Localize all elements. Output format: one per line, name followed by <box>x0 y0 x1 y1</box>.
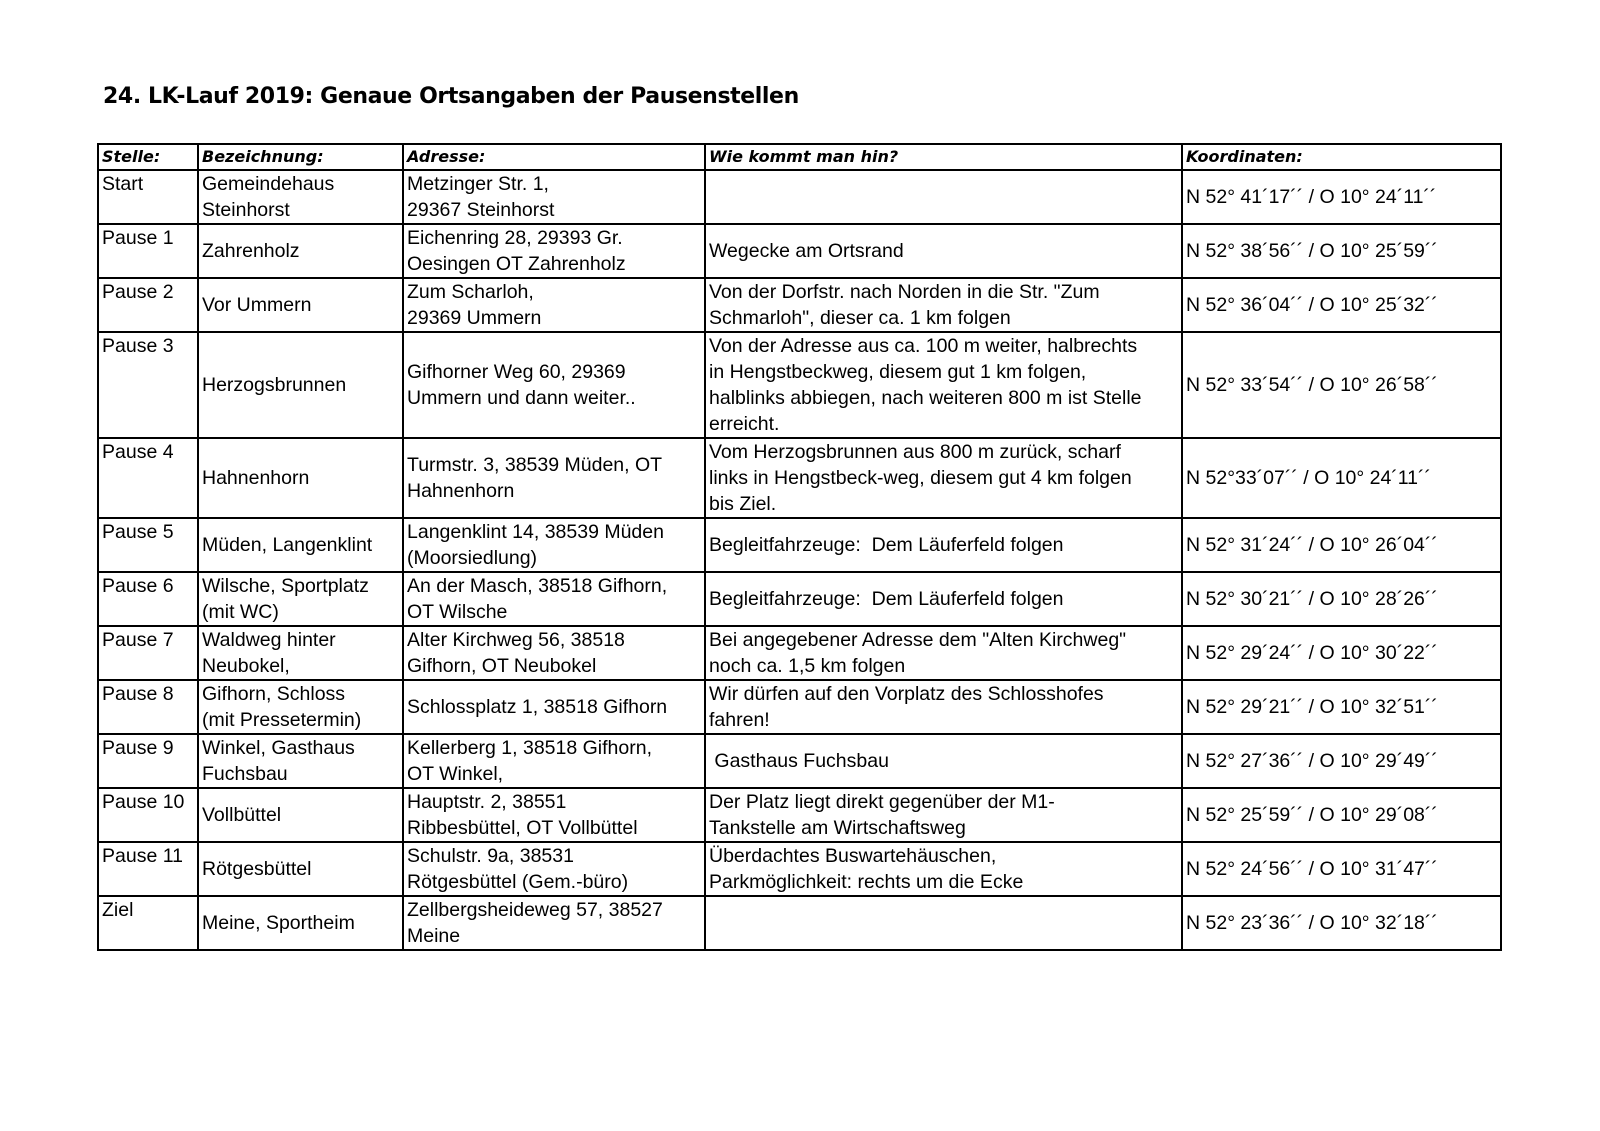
cell-bezeichnung <box>198 572 403 626</box>
cell-adresse-line: Gifhorn, OT Neubokel <box>407 655 597 677</box>
cell-bezeichnung <box>198 896 403 950</box>
cell-adresse <box>403 332 705 438</box>
cell-bezeichnung-line: Hahnenhorn <box>202 467 310 489</box>
cell-koordinaten: N 52°33´07´´ / O 10° 24´11´´ <box>1182 438 1501 518</box>
pause-locations-table <box>97 143 1502 951</box>
cell-wie-kommt-man-hin <box>705 332 1182 438</box>
cell-bezeichnung-line: Vor Ummern <box>202 294 312 316</box>
cell-wie-kommt-man-hin-line: Von der Dorfstr. nach Norden in die Str. "Zum <box>709 281 1100 303</box>
cell-adresse <box>403 842 705 896</box>
cell-wie-kommt-man-hin <box>705 278 1182 332</box>
cell-adresse <box>403 788 705 842</box>
cell-adresse-line: 29369 Ummern <box>407 307 542 329</box>
cell-adresse <box>403 518 705 572</box>
cell-koordinaten: N 52° 25´59´´ / O 10° 29´08´´ <box>1182 788 1501 842</box>
cell-wie-kommt-man-hin-line: erreicht. <box>709 413 780 435</box>
cell-bezeichnung <box>198 788 403 842</box>
cell-bezeichnung-line: Zahrenholz <box>202 240 300 262</box>
cell-bezeichnung <box>198 332 403 438</box>
cell-bezeichnung-line: Wilsche, Sportplatz <box>202 575 369 597</box>
cell-koordinaten: N 52° 29´21´´ / O 10° 32´51´´ <box>1182 680 1501 734</box>
cell-bezeichnung <box>198 278 403 332</box>
cell-bezeichnung <box>198 680 403 734</box>
table-row <box>98 572 1501 626</box>
cell-stelle: Pause 2 <box>98 278 198 332</box>
cell-adresse <box>403 572 705 626</box>
table-body <box>98 170 1501 950</box>
cell-bezeichnung <box>198 438 403 518</box>
cell-adresse-line: Metzinger Str. 1, <box>407 173 549 195</box>
header-stelle: Stelle: <box>98 144 198 170</box>
header-wie-kommt-man-hin: Wie kommt man hin? <box>705 144 1182 170</box>
cell-wie-kommt-man-hin <box>705 680 1182 734</box>
table-row <box>98 278 1501 332</box>
cell-wie-kommt-man-hin <box>705 572 1182 626</box>
cell-stelle: Pause 8 <box>98 680 198 734</box>
cell-bezeichnung-line: Rötgesbüttel <box>202 858 312 880</box>
cell-bezeichnung-line: Meine, Sportheim <box>202 912 355 934</box>
cell-adresse-line: Eichenring 28, 29393 Gr. <box>407 227 623 249</box>
cell-stelle: Pause 4 <box>98 438 198 518</box>
cell-adresse <box>403 438 705 518</box>
cell-adresse-line: Hauptstr. 2, 38551 <box>407 791 567 813</box>
cell-adresse-line: Hahnenhorn <box>407 480 515 502</box>
cell-koordinaten: N 52° 29´24´´ / O 10° 30´22´´ <box>1182 626 1501 680</box>
cell-bezeichnung-line: Fuchsbau <box>202 763 288 785</box>
cell-adresse <box>403 224 705 278</box>
cell-adresse-line: 29367 Steinhorst <box>407 199 555 221</box>
cell-wie-kommt-man-hin-line: Schmarloh", dieser ca. 1 km folgen <box>709 307 1011 329</box>
cell-adresse-line: Rötgesbüttel (Gem.-büro) <box>407 871 629 893</box>
cell-koordinaten: N 52° 30´21´´ / O 10° 28´26´´ <box>1182 572 1501 626</box>
cell-adresse-line: OT Wilsche <box>407 601 508 623</box>
cell-koordinaten: N 52° 24´56´´ / O 10° 31´47´´ <box>1182 842 1501 896</box>
cell-adresse-line: OT Winkel, <box>407 763 504 785</box>
cell-bezeichnung-line: (mit WC) <box>202 601 279 623</box>
cell-adresse <box>403 626 705 680</box>
cell-wie-kommt-man-hin-line: Überdachtes Buswartehäuschen, <box>709 845 997 867</box>
cell-bezeichnung <box>198 842 403 896</box>
cell-bezeichnung <box>198 518 403 572</box>
cell-adresse-line: Oesingen OT Zahrenholz <box>407 253 626 275</box>
cell-wie-kommt-man-hin-line: Tankstelle am Wirtschaftsweg <box>709 817 966 839</box>
cell-wie-kommt-man-hin-line: bis Ziel. <box>709 493 777 515</box>
table-row <box>98 842 1501 896</box>
cell-stelle: Pause 6 <box>98 572 198 626</box>
cell-wie-kommt-man-hin <box>705 438 1182 518</box>
cell-stelle: Pause 3 <box>98 332 198 438</box>
cell-bezeichnung <box>198 224 403 278</box>
cell-wie-kommt-man-hin-line: noch ca. 1,5 km folgen <box>709 655 906 677</box>
table-row <box>98 896 1501 950</box>
cell-wie-kommt-man-hin-line: Von der Adresse aus ca. 100 m weiter, halbrechts <box>709 335 1138 357</box>
cell-wie-kommt-man-hin <box>705 170 1182 224</box>
table-row <box>98 170 1501 224</box>
cell-koordinaten: N 52° 38´56´´ / O 10° 25´59´´ <box>1182 224 1501 278</box>
cell-wie-kommt-man-hin-line: in Hengstbeckweg, diesem gut 1 km folgen, <box>709 361 1087 383</box>
cell-adresse-line: Schulstr. 9a, 38531 <box>407 845 574 867</box>
table-row <box>98 224 1501 278</box>
cell-bezeichnung-line: Herzogsbrunnen <box>202 374 347 396</box>
cell-wie-kommt-man-hin-line: Vom Herzogsbrunnen aus 800 m zurück, scharf <box>709 441 1121 463</box>
table-row <box>98 626 1501 680</box>
cell-wie-kommt-man-hin <box>705 518 1182 572</box>
cell-wie-kommt-man-hin-line: fahren! <box>709 709 770 731</box>
cell-bezeichnung-line: Gemeindehaus <box>202 173 335 195</box>
cell-adresse-line: Schlossplatz 1, 38518 Gifhorn <box>407 696 668 718</box>
document-title: 24. LK-Lauf 2019: Genaue Ortsangaben der Pausenstellen <box>103 84 799 109</box>
header-koordinaten: Koordinaten: <box>1182 144 1501 170</box>
table-row <box>98 680 1501 734</box>
cell-stelle: Pause 5 <box>98 518 198 572</box>
table-row <box>98 734 1501 788</box>
cell-stelle: Start <box>98 170 198 224</box>
header-bezeichnung: Bezeichnung: <box>198 144 403 170</box>
table-row <box>98 332 1501 438</box>
cell-koordinaten: N 52° 36´04´´ / O 10° 25´32´´ <box>1182 278 1501 332</box>
cell-adresse-line: Kellerberg 1, 38518 Gifhorn, <box>407 737 652 759</box>
header-adresse: Adresse: <box>403 144 705 170</box>
cell-adresse-line: An der Masch, 38518 Gifhorn, <box>407 575 668 597</box>
cell-adresse-line: Meine <box>407 925 461 947</box>
cell-bezeichnung-line: Gifhorn, Schloss <box>202 683 346 705</box>
cell-bezeichnung-line: Müden, Langenklint <box>202 534 373 556</box>
cell-adresse-line: Ribbesbüttel, OT Vollbüttel <box>407 817 638 839</box>
cell-wie-kommt-man-hin <box>705 734 1182 788</box>
cell-koordinaten: N 52° 23´36´´ / O 10° 32´18´´ <box>1182 896 1501 950</box>
cell-adresse-line: Alter Kirchweg 56, 38518 <box>407 629 625 651</box>
cell-wie-kommt-man-hin <box>705 842 1182 896</box>
cell-bezeichnung <box>198 734 403 788</box>
cell-adresse <box>403 896 705 950</box>
cell-wie-kommt-man-hin-line: Wegecke am Ortsrand <box>709 240 904 262</box>
cell-wie-kommt-man-hin-line: Der Platz liegt direkt gegenüber der M1- <box>709 791 1055 813</box>
cell-wie-kommt-man-hin-line: Begleitfahrzeuge: Dem Läuferfeld folgen <box>709 534 1064 556</box>
cell-koordinaten: N 52° 31´24´´ / O 10° 26´04´´ <box>1182 518 1501 572</box>
cell-koordinaten: N 52° 27´36´´ / O 10° 29´49´´ <box>1182 734 1501 788</box>
cell-adresse-line: Ummern und dann weiter.. <box>407 387 636 409</box>
cell-adresse <box>403 170 705 224</box>
cell-adresse-line: Zum Scharloh, <box>407 281 534 303</box>
cell-bezeichnung <box>198 170 403 224</box>
table-header-row <box>98 144 1501 170</box>
cell-bezeichnung-line: Vollbüttel <box>202 804 282 826</box>
cell-adresse <box>403 734 705 788</box>
cell-koordinaten: N 52° 33´54´´ / O 10° 26´58´´ <box>1182 332 1501 438</box>
table-row <box>98 788 1501 842</box>
cell-wie-kommt-man-hin <box>705 224 1182 278</box>
cell-wie-kommt-man-hin-line: Gasthaus Fuchsbau <box>709 750 889 772</box>
cell-adresse-line: Zellbergsheideweg 57, 38527 <box>407 899 663 921</box>
table-row <box>98 438 1501 518</box>
cell-stelle: Pause 11 <box>98 842 198 896</box>
cell-bezeichnung-line: (mit Pressetermin) <box>202 709 362 731</box>
cell-stelle: Pause 7 <box>98 626 198 680</box>
cell-bezeichnung-line: Steinhorst <box>202 199 290 221</box>
cell-adresse-line: Gifhorner Weg 60, 29369 <box>407 361 626 383</box>
cell-wie-kommt-man-hin-line: Wir dürfen auf den Vorplatz des Schlosshofes <box>709 683 1104 705</box>
cell-wie-kommt-man-hin-line: links in Hengstbeck-weg, diesem gut 4 km folgen <box>709 467 1132 489</box>
table-row <box>98 518 1501 572</box>
cell-wie-kommt-man-hin-line: Bei angegebener Adresse dem "Alten Kirchweg" <box>709 629 1127 651</box>
cell-adresse <box>403 680 705 734</box>
cell-bezeichnung <box>198 626 403 680</box>
cell-wie-kommt-man-hin <box>705 788 1182 842</box>
cell-bezeichnung-line: Winkel, Gasthaus <box>202 737 355 759</box>
cell-adresse-line: (Moorsiedlung) <box>407 547 538 569</box>
cell-wie-kommt-man-hin-line: Begleitfahrzeuge: Dem Läuferfeld folgen <box>709 588 1064 610</box>
cell-stelle: Ziel <box>98 896 198 950</box>
cell-bezeichnung-line: Waldweg hinter <box>202 629 336 651</box>
cell-wie-kommt-man-hin-line: halblinks abbiegen, nach weiteren 800 m ist Stelle <box>709 387 1142 409</box>
cell-wie-kommt-man-hin <box>705 626 1182 680</box>
cell-adresse-line: Turmstr. 3, 38539 Müden, OT <box>407 454 663 476</box>
cell-wie-kommt-man-hin <box>705 896 1182 950</box>
cell-adresse <box>403 278 705 332</box>
cell-wie-kommt-man-hin-line: Parkmöglichkeit: rechts um die Ecke <box>709 871 1024 893</box>
cell-koordinaten: N 52° 41´17´´ / O 10° 24´11´´ <box>1182 170 1501 224</box>
cell-adresse-line: Langenklint 14, 38539 Müden <box>407 521 664 543</box>
cell-bezeichnung-line: Neubokel, <box>202 655 290 677</box>
cell-stelle: Pause 10 <box>98 788 198 842</box>
cell-stelle: Pause 9 <box>98 734 198 788</box>
cell-stelle: Pause 1 <box>98 224 198 278</box>
